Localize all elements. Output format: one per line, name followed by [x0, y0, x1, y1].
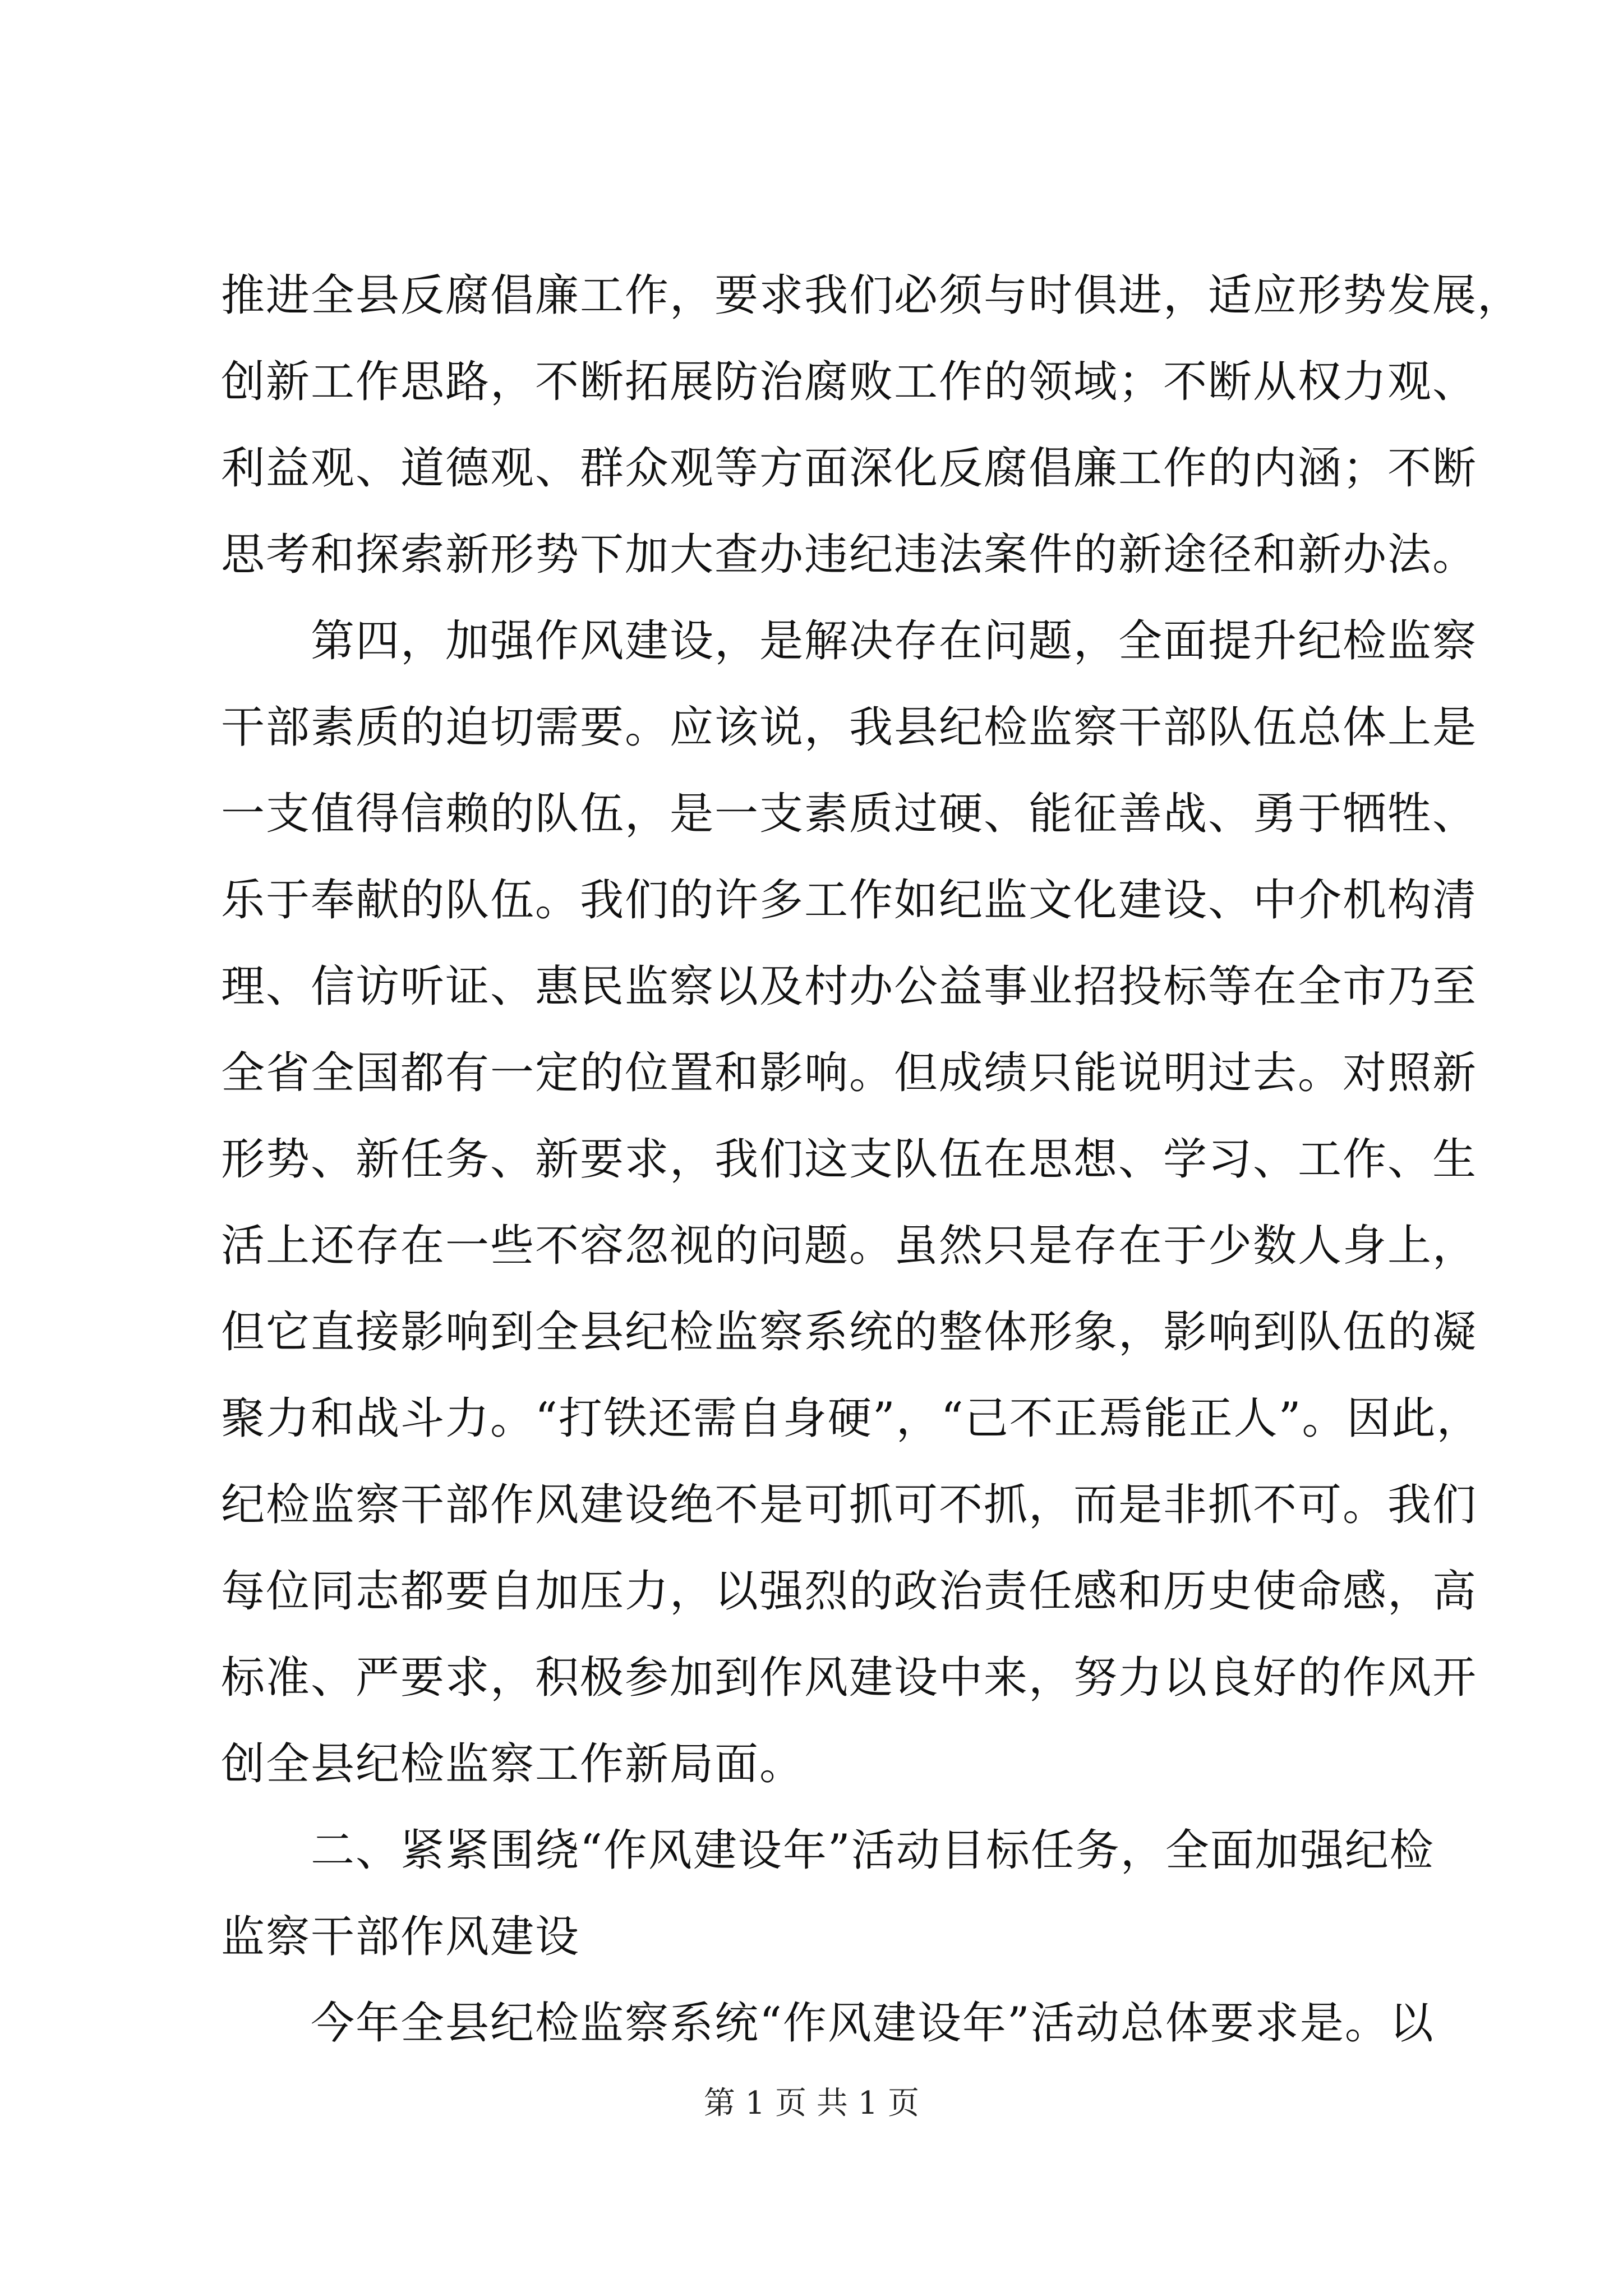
text-line: 标准、严要求，积极参加到作风建设中来，努力以良好的作风开	[221, 1653, 1478, 1703]
text-line: 推进全县反腐倡廉工作，要求我们必须与时俱进，适应形势发展，	[221, 270, 1523, 321]
text-line: 利益观、道德观、群众观等方面深化反腐倡廉工作的内涵；不断	[221, 443, 1478, 494]
text-line: 创新工作思路，不断拓展防治腐败工作的领域；不断从权力观、	[221, 357, 1478, 407]
text-line: 第四，加强作风建设，是解决存在问题，全面提升纪检监察	[311, 616, 1478, 666]
text-line: 思考和探索新形势下加大查办违纪违法案件的新途径和新办法。	[221, 530, 1478, 580]
section-heading-line: 监察干部作风建设	[221, 1912, 580, 1962]
text-line: 形势、新任务、新要求，我们这支队伍在思想、学习、工作、生	[221, 1134, 1478, 1185]
text-line: 但它直接影响到全县纪检监察系统的整体形象，影响到队伍的凝	[221, 1307, 1478, 1358]
text-line: 全省全国都有一定的位置和影响。但成绩只能说明过去。对照新	[221, 1048, 1478, 1098]
body-text	[221, 252, 1523, 2067]
text-line: 纪检监察干部作风建设绝不是可抓可不抓，而是非抓不可。我们	[221, 1480, 1478, 1530]
section-heading-line: 二、紧紧围绕“作风建设年”活动目标任务，全面加强纪检	[311, 1825, 1435, 1876]
text-line: 一支值得信赖的队伍，是一支素质过硬、能征善战、勇于牺牲、	[221, 789, 1478, 839]
text-line: 活上还存在一些不容忽视的问题。虽然只是存在于少数人身上，	[221, 1221, 1478, 1271]
text-line: 今年全县纪检监察系统“作风建设年”活动总体要求是。以	[311, 1998, 1435, 2049]
text-line: 干部素质的迫切需要。应该说，我县纪检监察干部队伍总体上是	[221, 702, 1478, 753]
text-line: 聚力和战斗力。“打铁还需自身硬”，“己不正焉能正人”。因此，	[221, 1393, 1482, 1444]
text-line: 乐于奉献的队伍。我们的许多工作如纪监文化建设、中介机构清	[221, 875, 1478, 926]
text-line: 理、信访听证、惠民监察以及村办公益事业招投标等在全市乃至	[221, 961, 1478, 1012]
text-line: 创全县纪检监察工作新局面。	[221, 1739, 805, 1789]
text-line: 每位同志都要自加压力，以强烈的政治责任感和历史使命感，高	[221, 1566, 1478, 1617]
page-footer: 第 1 页 共 1 页	[703, 2085, 920, 2122]
